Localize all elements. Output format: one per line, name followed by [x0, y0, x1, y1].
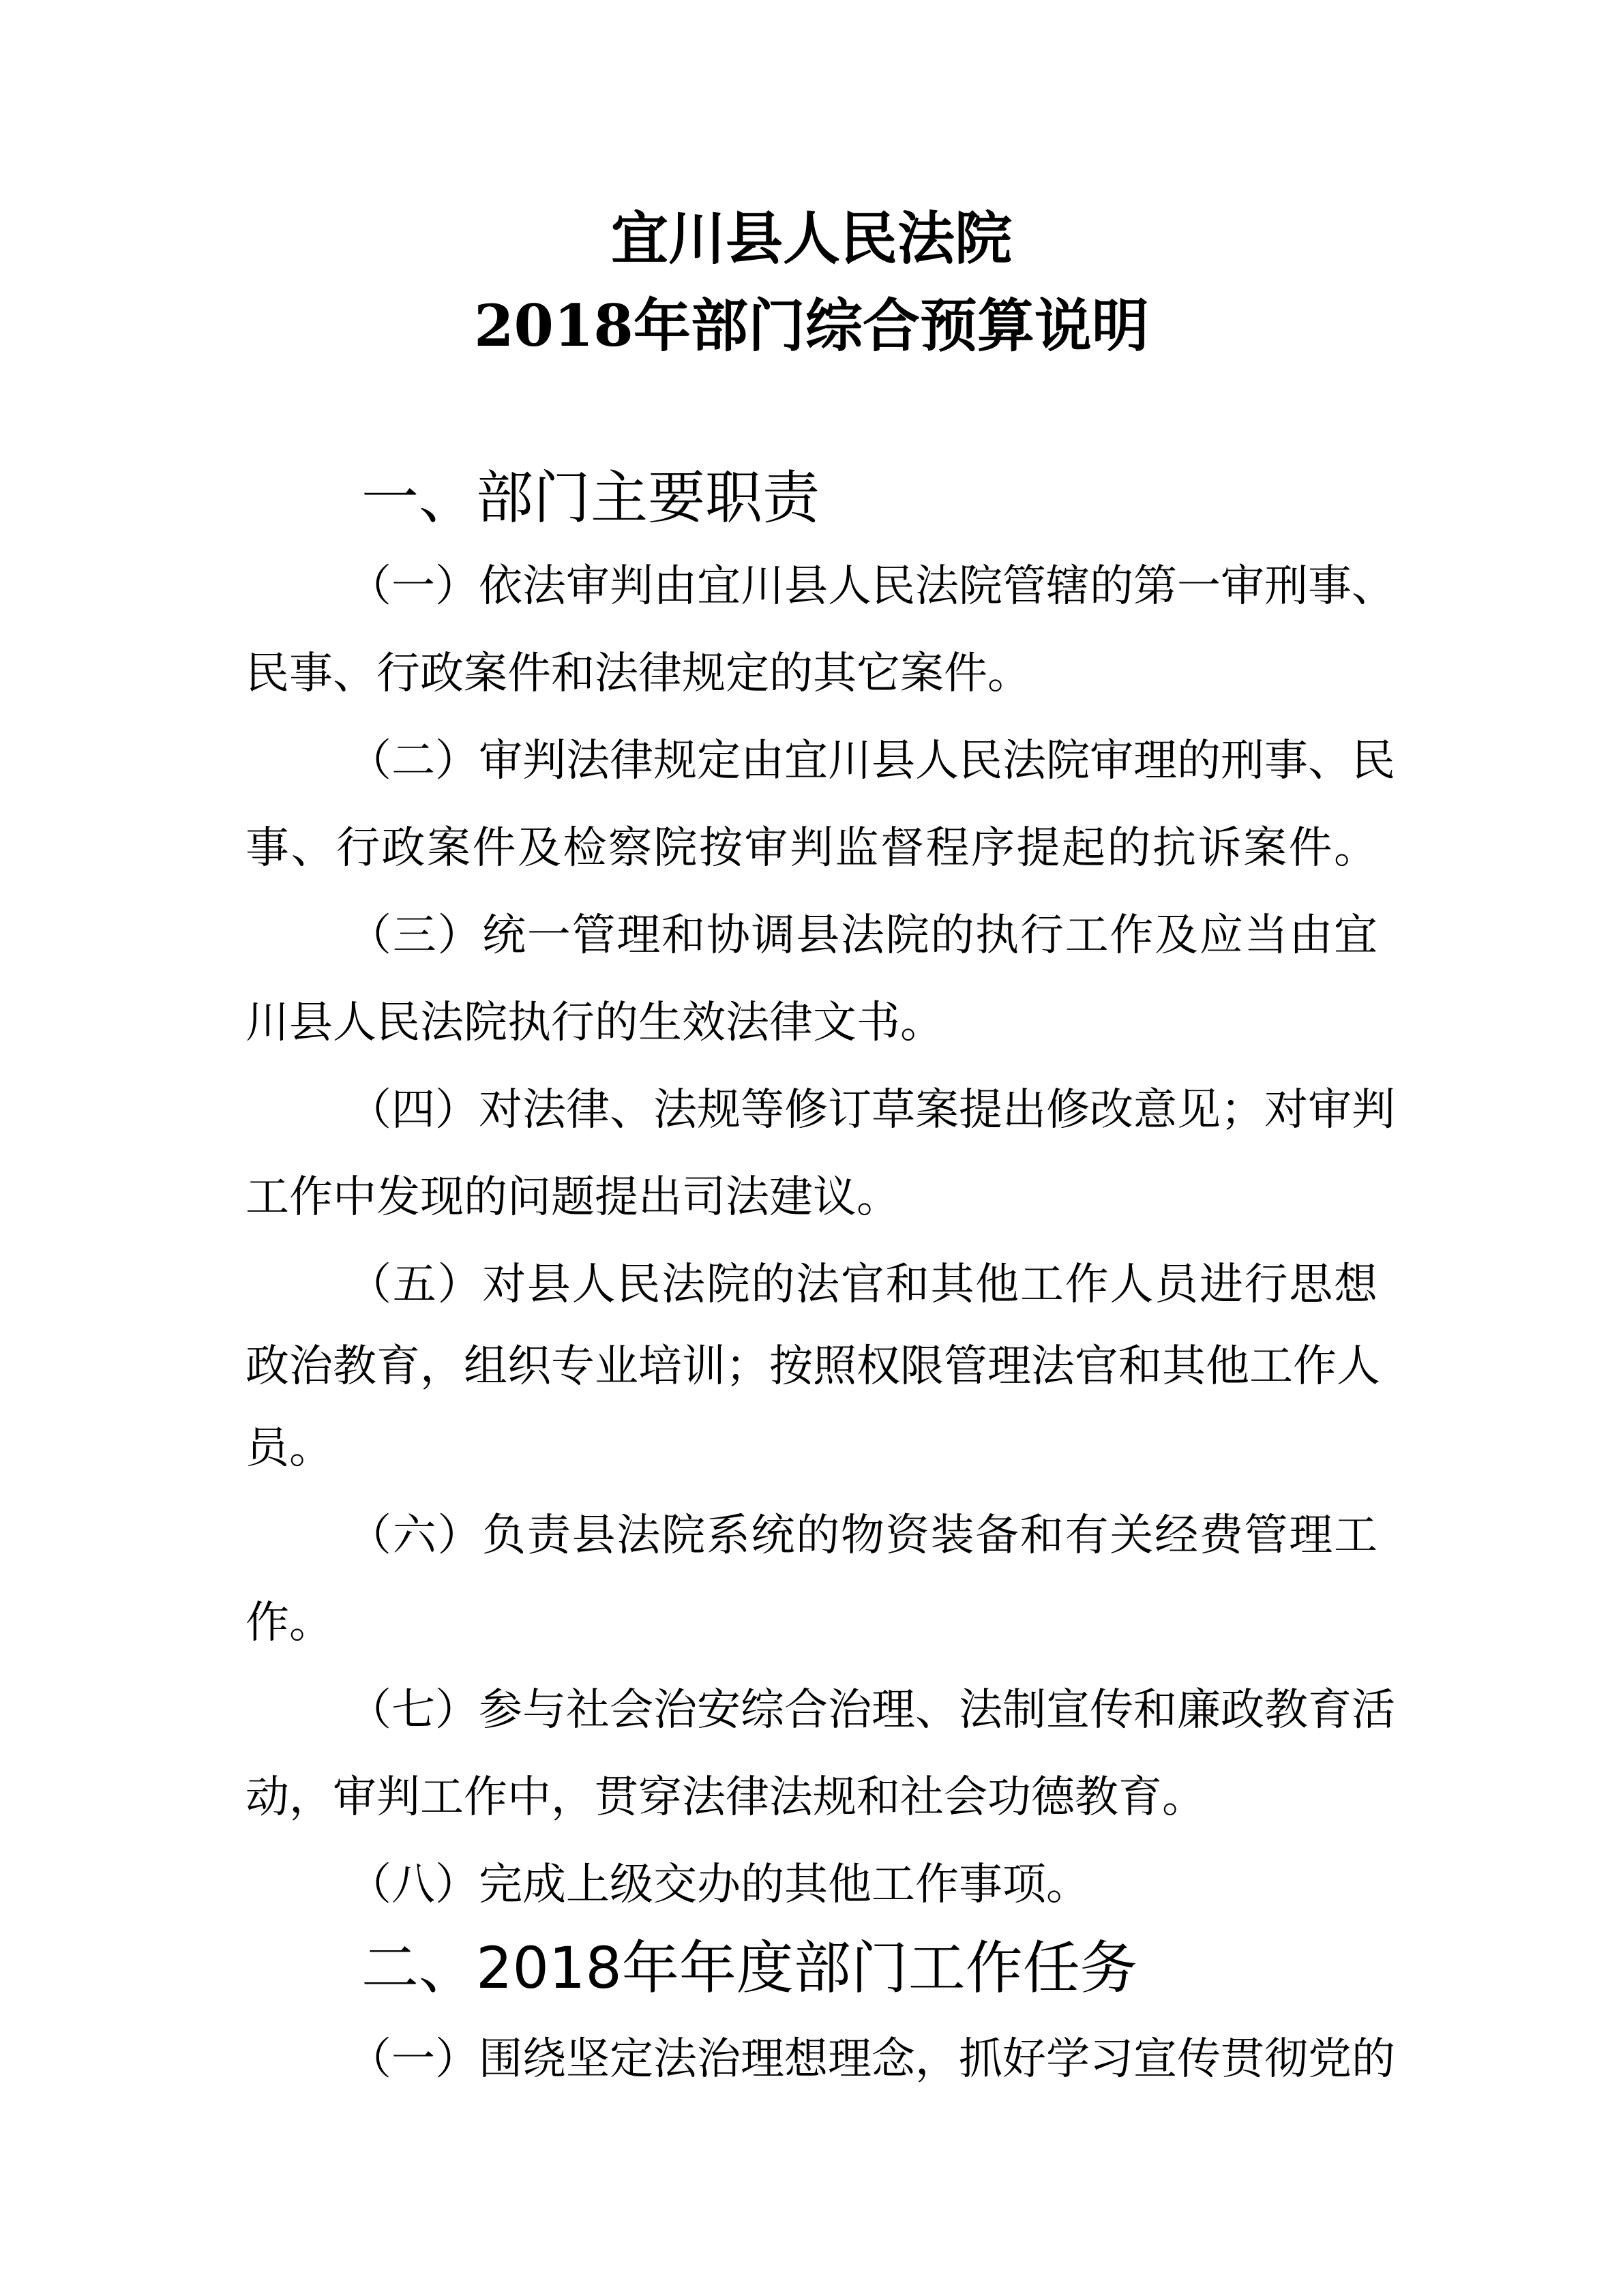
paragraph-line: 事、行政案件及检察院按审判监督程序提起的抗诉案件。 [245, 823, 1378, 874]
paragraph-line: 工作中发现的问题提出司法建议。 [245, 1172, 900, 1223]
paragraph-line: （六）负责县法院系统的物资装备和有关经费管理工 [348, 1510, 1378, 1561]
paragraph-line: （一）依法审判由宜川县人民法院管辖的第一审刑事、 [348, 561, 1395, 612]
document-title-line-1: 宜川县人民法院 [610, 205, 1012, 272]
section-heading-2: 二、2018年年度部门工作任务 [361, 1935, 1137, 2001]
paragraph-line: （四）对法律、法规等修订草案提出修改意见；对审判 [348, 1085, 1395, 1135]
document-title-line-2: 2018年部门综合预算说明 [474, 292, 1149, 359]
paragraph-line: （三）统一管理和协调县法院的执行工作及应当由宜 [348, 910, 1378, 961]
paragraph-line: 动，审判工作中，贯穿法律法规和社会功德教育。 [245, 1772, 1206, 1823]
paragraph-line: 员。 [245, 1423, 333, 1474]
paragraph-line: 政治教育，组织专业培训；按照权限管理法官和其他工作人 [245, 1341, 1380, 1392]
paragraph-line: （八）完成上级交办的其他工作事项。 [348, 1860, 1090, 1910]
paragraph-line: （五）对县人民法院的法官和其他工作人员进行思想 [348, 1259, 1378, 1310]
paragraph-line: 作。 [245, 1598, 333, 1648]
paragraph-line: 民事、行政案件和法律规定的其它案件。 [245, 648, 1031, 699]
paragraph-line: （七）参与社会治安综合治理、法制宣传和廉政教育活 [348, 1685, 1395, 1735]
section-heading-1: 一、部门主要职责 [361, 464, 820, 531]
paragraph-line: （二）审判法律规定由宜川县人民法院审理的刑事、民 [348, 736, 1395, 786]
paragraph-line: 川县人民法院执行的生效法律文书。 [245, 998, 944, 1048]
paragraph-line: （一）围绕坚定法治理想理念，抓好学习宣传贯彻党的 [348, 2034, 1395, 2085]
